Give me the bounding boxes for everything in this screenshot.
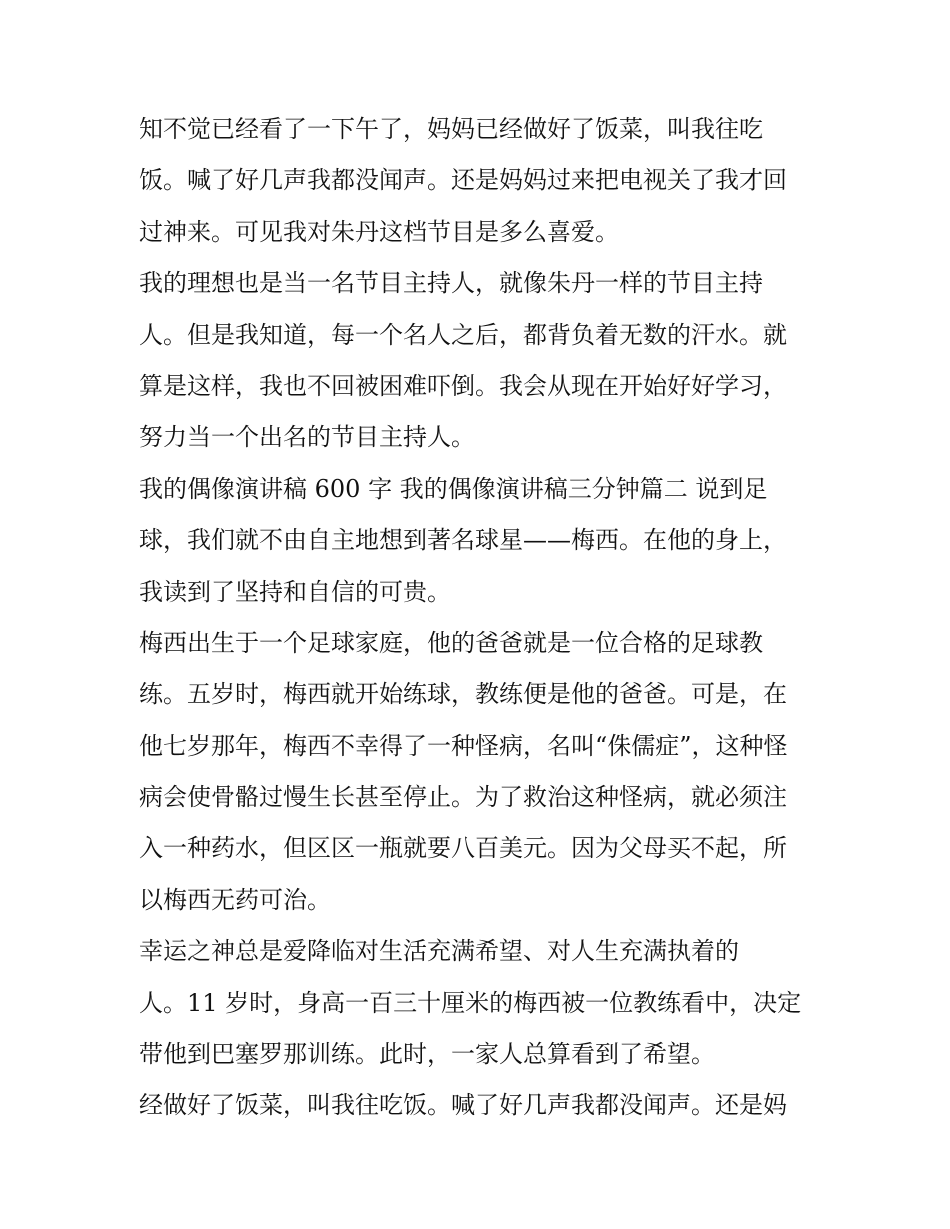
text-line: 算是这样，我也不回被困难吓倒。我会从现在开始好好学习， [139, 371, 787, 400]
text-line: 我的偶像演讲稿 600 字 我的偶像演讲稿三分钟篇二 说到足 [139, 474, 768, 503]
text-line: 带他到巴塞罗那训练。此时，一家人总算看到了希望。 [139, 1040, 715, 1069]
text-line: 知不觉已经看了一下午了，妈妈已经做好了饭菜，叫我往吃 [139, 115, 763, 143]
text-line: 人。但是我知道，每一个名人之后，都背负着无数的汗水。就 [139, 320, 787, 349]
text-line: 练。五岁时，梅西就开始练球，教练便是他的爸爸。可是，在 [139, 680, 787, 709]
text-line: 梅西出生于一个足球家庭，他的爸爸就是一位合格的足球教 [139, 628, 763, 657]
paragraph-2 [139, 258, 819, 464]
text-line: 病会使骨骼过慢生长甚至停止。为了救治这种怪病，就必须注 [139, 783, 787, 812]
text-line: 入一种药水，但区区一瓶就要八百美元。因为父母买不起，所 [139, 834, 787, 863]
text-line: 他七岁那年，梅西不幸得了一种怪病，名叫“侏儒症”，这种怪 [139, 731, 788, 760]
text-line: 我读到了坚持和自信的可贵。 [139, 577, 451, 606]
text-line: 过神来。可见我对朱丹这档节目是多么喜爱。 [139, 217, 619, 246]
paragraph-1 [139, 104, 819, 258]
text-line: 人。11 岁时，身高一百三十厘米的梅西被一位教练看中，决定 [139, 988, 802, 1017]
text-line: 球，我们就不由自主地想到著名球星——梅西。在他的身上， [139, 526, 787, 555]
text-line: 经做好了饭菜，叫我往吃饭。喊了好几声我都没闻声。还是妈 [139, 1091, 787, 1120]
paragraph-4 [139, 618, 819, 926]
paragraph-6 [139, 1080, 819, 1131]
paragraph-5 [139, 926, 819, 1080]
text-line: 幸运之神总是爱降临对生活充满希望、对人生充满执着的 [139, 937, 739, 966]
paragraph-3 [139, 464, 819, 618]
text-line: 以梅西无药可治。 [139, 885, 331, 914]
text-line: 努力当一个出名的节目主持人。 [139, 423, 475, 452]
text-line: 饭。喊了好几声我都没闻声。还是妈妈过来把电视关了我才回 [139, 166, 787, 195]
document-body [139, 104, 819, 1132]
text-line: 我的理想也是当一名节目主持人，就像朱丹一样的节目主持 [139, 269, 763, 298]
